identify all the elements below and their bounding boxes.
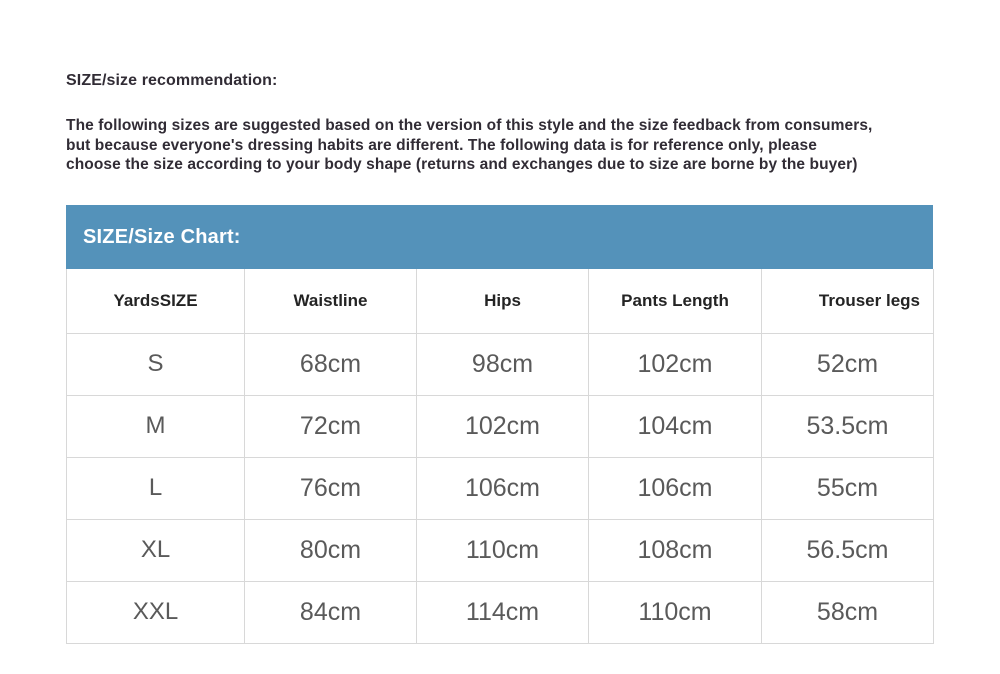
waistline-value: 72cm [245, 395, 417, 457]
column-header-yards-size: YardsSIZE [67, 269, 245, 333]
column-header-waistline: Waistline [245, 269, 417, 333]
size-label: M [67, 395, 245, 457]
size-table-header-row [67, 269, 934, 333]
hips-value: 106cm [417, 457, 589, 519]
waistline-value: 68cm [245, 333, 417, 395]
size-label: S [67, 333, 245, 395]
trouser-legs-value: 53.5cm [762, 395, 934, 457]
pants-length-value: 110cm [589, 581, 762, 643]
size-label: XXL [67, 581, 245, 643]
pants-length-value: 102cm [589, 333, 762, 395]
size-row-l [67, 457, 934, 519]
size-row-xl [67, 519, 934, 581]
pants-length-value: 108cm [589, 519, 762, 581]
size-row-s [67, 333, 934, 395]
hips-value: 114cm [417, 581, 589, 643]
size-table [66, 269, 934, 644]
pants-length-value: 106cm [589, 457, 762, 519]
recommendation-paragraph [66, 116, 946, 175]
size-label: XL [67, 519, 245, 581]
size-chart-header-bar [66, 205, 933, 269]
waistline-value: 76cm [245, 457, 417, 519]
hips-value: 102cm [417, 395, 589, 457]
hips-value: 98cm [417, 333, 589, 395]
column-header-pants-length: Pants Length [589, 269, 762, 333]
pants-length-value: 104cm [589, 395, 762, 457]
recommendation-line-2: but because everyone's dressing habits are different. The following data is for reference only, please [66, 136, 817, 154]
size-row-m [67, 395, 934, 457]
hips-value: 110cm [417, 519, 589, 581]
size-label: L [67, 457, 245, 519]
recommendation-title: SIZE/size recommendation: [66, 72, 278, 89]
trouser-legs-value: 55cm [762, 457, 934, 519]
recommendation-line-3: choose the size according to your body shape (returns and exchanges due to size are borne by the buyer) [66, 156, 858, 174]
column-header-hips: Hips [417, 269, 589, 333]
column-header-trouser-legs: Trouser legs [762, 269, 934, 333]
waistline-value: 80cm [245, 519, 417, 581]
trouser-legs-value: 56.5cm [762, 519, 934, 581]
trouser-legs-value: 58cm [762, 581, 934, 643]
recommendation-line-1: The following sizes are suggested based on the version of this style and the size feedback from consumers, [66, 117, 873, 134]
size-row-xxl [67, 581, 934, 643]
size-chart-header-label: SIZE/Size Chart: [83, 225, 241, 248]
trouser-legs-value: 52cm [762, 333, 934, 395]
waistline-value: 84cm [245, 581, 417, 643]
